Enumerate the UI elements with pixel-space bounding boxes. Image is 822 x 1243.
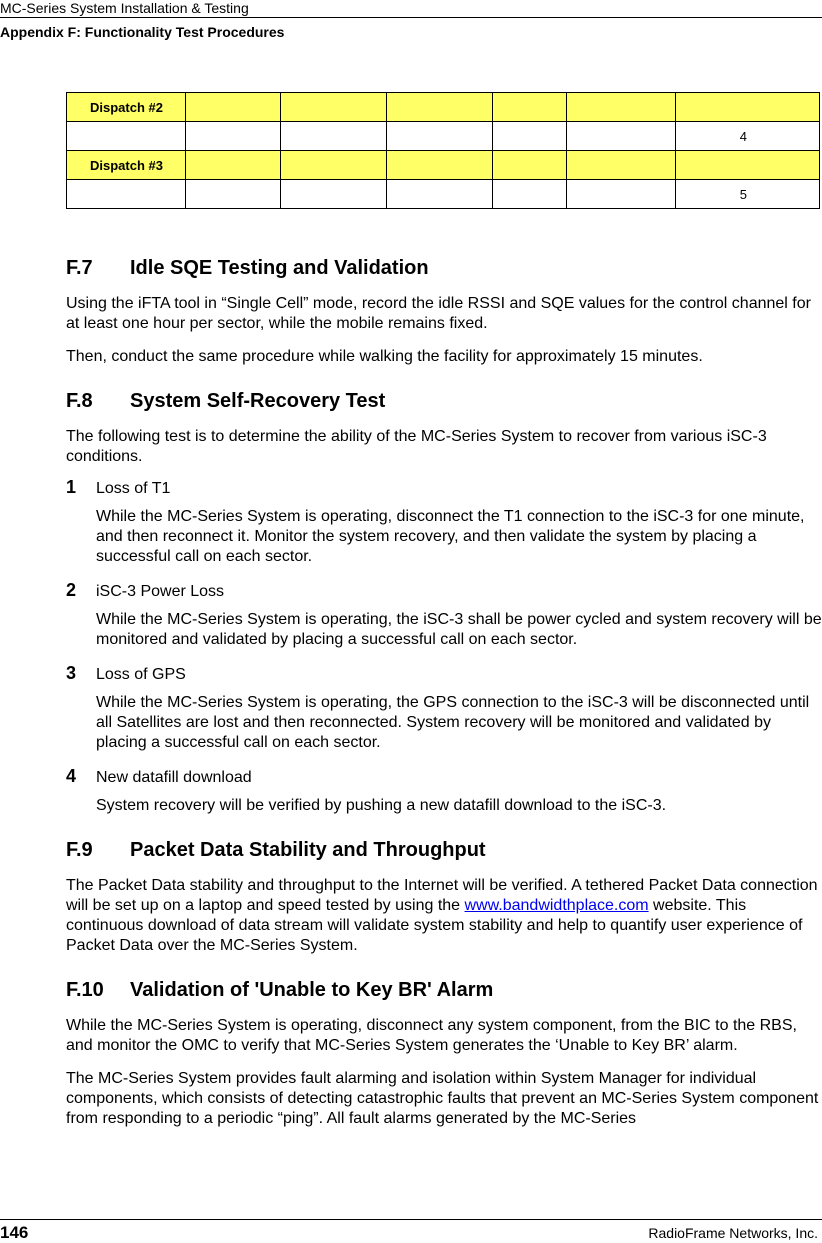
bandwidthplace-link[interactable]: www.bandwidthplace.com [464,897,649,914]
table-cell-value: 5 [676,180,820,209]
table-cell-label: Dispatch #2 [67,93,186,122]
paragraph: Using the iFTA tool in “Single Cell” mode, record the idle RSSI and SQE values for the control channel for at least one hour per sector, while the mobile remains fixed. [66,295,811,332]
table-row [67,93,820,122]
header-rule [0,17,822,18]
table-cell-label [67,180,186,209]
paragraph: The Packet Data stability and throughput to the Internet will be verified. A tethered Packet Data connection will be set up on a laptop and speed tested by using the www.bandwidthplace.com website. This continuous download of data stream will validate system stability and help to quantify user experience of Packet Data over the MC-Series System. [66,877,818,954]
table-cell-value [676,151,820,180]
page-number: 146 [0,1223,29,1242]
section-heading-f7: F.7 Idle SQE Testing and Validation [66,257,429,279]
footer-rule [0,1219,822,1220]
table-row [67,122,820,151]
list-item: 1 Loss of T1 While the MC-Series System is operating, disconnect the T1 connection to the iSC-3 for one minute, and then reconnect it. Monitor the system recovery, and then validate the system by placing a successful call on each sector. [66,477,805,565]
section-heading-f10: F.10 Validation of 'Unable to Key BR' Alarm [66,979,494,1001]
section-heading-f8: F.8 System Self-Recovery Test [66,390,386,412]
running-header-subtitle: Appendix F: Functionality Test Procedures [0,24,285,40]
table-row [67,151,820,180]
table-cell-label [67,122,186,151]
paragraph: While the MC-Series System is operating, disconnect any system component, from the BIC to the RBS, and monitor the OMC to verify that MC-Series System generates the ‘Unable to Key BR’ alarm. [66,1017,797,1054]
paragraph: The following test is to determine the ability of the MC-Series System to recover from various iSC-3 conditions. [66,428,767,465]
section-heading-f9: F.9 Packet Data Stability and Throughput [66,839,486,861]
dispatch-table [66,92,820,209]
paragraph: Then, conduct the same procedure while walking the facility for approximately 15 minutes. [66,348,703,365]
document-body [66,254,822,1142]
table-row [67,180,820,209]
running-header-title: MC-Series System Installation & Testing [0,0,249,16]
table-cell-value [676,93,820,122]
list-item: 2 iSC-3 Power Loss While the MC-Series System is operating, the iSC-3 shall be power cycled and system recovery will be monitored and validated by placing a successful call on each sector. [66,580,822,648]
table-cell-value: 4 [676,122,820,151]
list-item: 3 Loss of GPS While the MC-Series System is operating, the GPS connection to the iSC-3 will be disconnected until all Satellites are lost and then reconnected. System recovery will be monitored and validated by placing a successful call on each sector. [66,663,810,751]
table-cell-label: Dispatch #3 [67,151,186,180]
list-item: 4 New datafill download System recovery will be verified by pushing a new datafill download to the iSC-3. [66,766,667,814]
paragraph: The MC-Series System provides fault alarming and isolation within System Manager for individual components, which consists of detecting catastrophic faults that prevent an MC-Series System component from responding to a periodic “ping”. All fault alarms generated by the MC-Series [66,1070,819,1127]
footer-company: RadioFrame Networks, Inc. [648,1225,818,1241]
